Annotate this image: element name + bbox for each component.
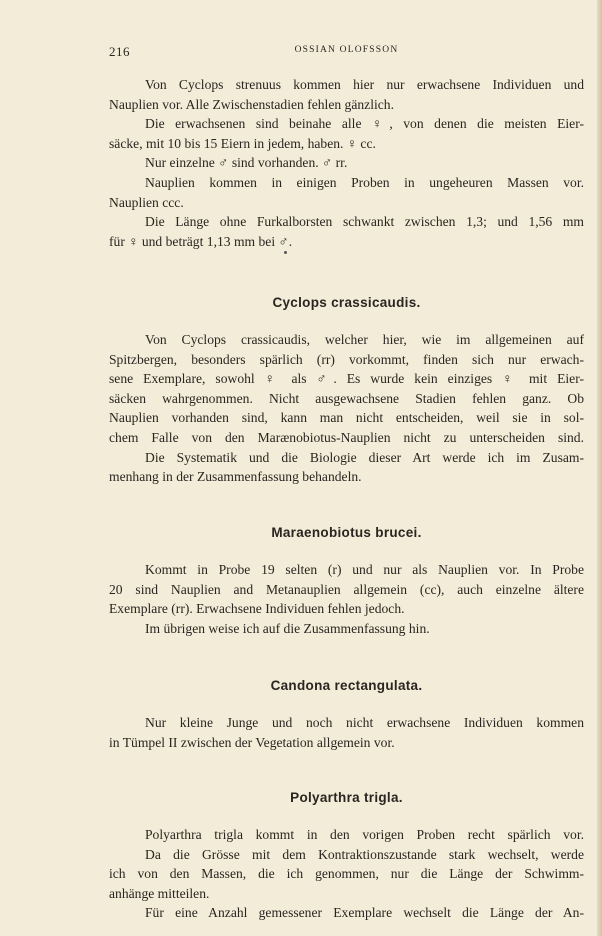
page-body (109, 75, 584, 923)
text-line: Spitzbergen, besonders spärlich (rr) vorkommt, finden sich nur erwach- (109, 351, 584, 367)
text-line: säcken wahrgenommen. Nicht ausgewachsene Stadien fehlen ganz. Ob (109, 390, 584, 406)
text-line: 20 sind Nauplien and Metanauplien allgemein (cc), auch einzelne ältere (109, 581, 584, 597)
running-title: OSSIAN OLOFSSON (294, 45, 399, 55)
text-line: säcke, mit 10 bis 15 Eiern in jedem, haben. ♀ cc. (109, 135, 376, 151)
text-line: Kommt in Probe 19 selten (r) und nur als Nauplien vor. In Probe (145, 562, 584, 578)
text-line: sene Exemplare, sowohl ♀ als ♂. Es wurde kein einziges ♀ mit Eier- (109, 371, 584, 387)
text-line: Die Länge ohne Furkalborsten schwankt zwischen 1,3; und 1,56 mm (145, 214, 584, 230)
text-line: menhang in der Zusammenfassung behandeln. (109, 469, 362, 485)
text-line: Nauplien ccc. (109, 194, 184, 210)
text-line: Nauplien vor. Alle Zwischenstadien fehlen gänzlich. (109, 96, 395, 112)
paragraph-polyarthra (109, 825, 584, 923)
text-line: für ♀ und beträgt 1,13 mm bei ♂. (109, 233, 293, 249)
text-line: Nauplien kommen in einigen Proben in ungeheuren Massen vor. (145, 174, 584, 190)
text-line: in Tümpel II zwischen der Vegetation allgemein vor. (109, 734, 395, 750)
text-line: Nur einzelne ♂ sind vorhanden. ♂ rr. (145, 155, 348, 171)
page-edge (597, 0, 602, 936)
text-line: Die erwachsenen sind beinahe alle ♀, von denen die meisten Eier- (145, 116, 584, 132)
section-heading: Polyarthra trigla. (290, 790, 403, 806)
text-line: Exemplare (rr). Erwachsene Individuen fehlen jedoch. (109, 601, 405, 617)
text-line: anhänge mitteilen. (109, 885, 210, 901)
text-line: Da die Grösse mit dem Kontraktionszustande stark wechselt, werde (145, 846, 584, 862)
text-line: chem Falle von den Marænobiotus-Nauplien nicht zu unterscheiden sind. (109, 429, 584, 445)
page-number: 216 (109, 44, 130, 59)
paragraph-cyclops-crassicaudis (109, 330, 584, 487)
text-line: Die Systematik und die Biologie dieser Art werde ich im Zusam- (145, 449, 584, 465)
text-line: Nur kleine Junge und noch nicht erwachsene Individuen kommen (145, 715, 584, 731)
page-header (109, 44, 584, 60)
text-line: Im übrigen weise ich auf die Zusammenfassung hin. (145, 621, 430, 637)
paragraph-maraenobiotus (109, 560, 584, 638)
section-heading: Maraenobiotus brucei. (271, 524, 422, 540)
text-line: Von Cyclops strenuus kommen hier nur erwachsene Individuen und (145, 77, 584, 92)
paragraph-cyclops-strenuus (109, 75, 584, 251)
text-line: Von Cyclops crassicaudis, welcher hier, wie im allgemeinen auf (145, 331, 584, 347)
section-heading: Cyclops crassicaudis. (272, 295, 421, 311)
text-line: ich von den Massen, die ich genommen, nur die Länge der Schwimm- (109, 866, 584, 882)
text-line: Für eine Anzahl gemessener Exemplare wechselt die Länge der An- (145, 905, 584, 921)
text-line: Nauplien vorhanden sind, kann man nicht entscheiden, weil sie in sol- (109, 410, 584, 426)
paragraph-candona (109, 713, 584, 752)
text-line: Polyarthra trigla kommt in den vorigen Proben recht spärlich vor. (145, 827, 584, 843)
section-heading: Candona rectangulata. (270, 677, 423, 693)
